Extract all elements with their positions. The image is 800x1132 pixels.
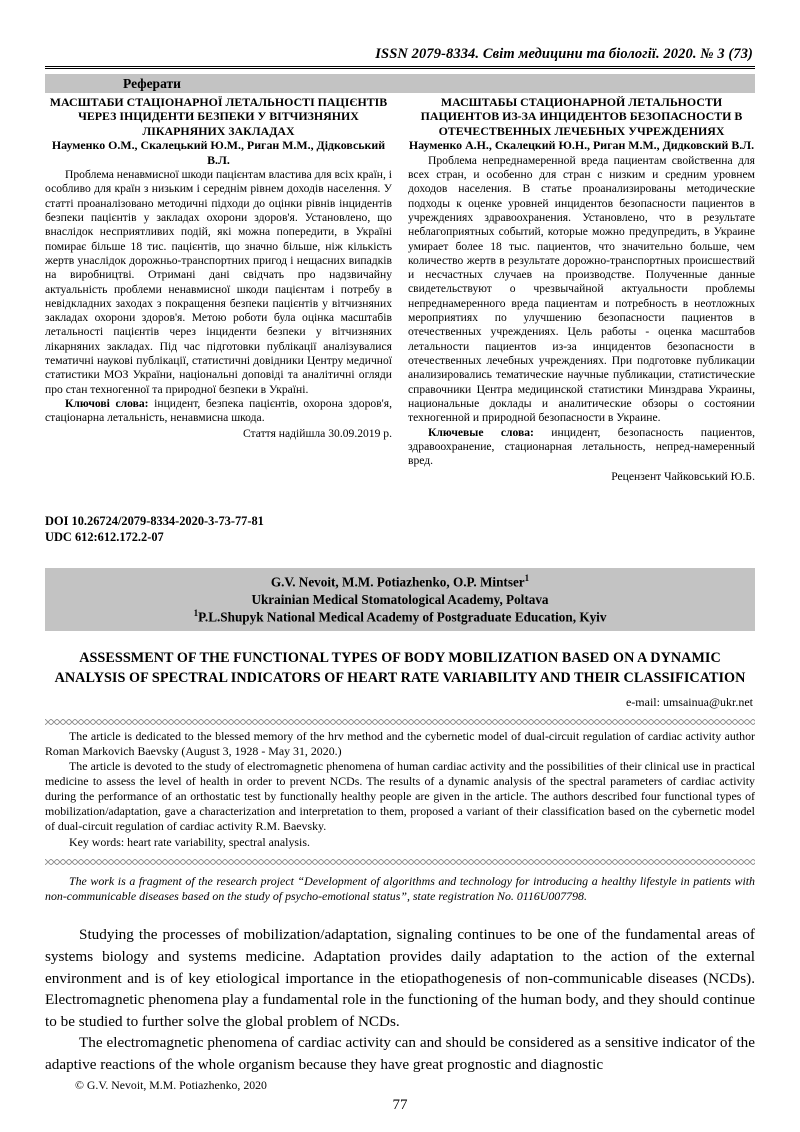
keywords-text-uk: інцидент, безпека пацієнтів, охорона здоров'я, стаціонарна летальність, ненавмисна шкода. bbox=[45, 397, 392, 425]
affiliation-marker-1: 1 bbox=[524, 572, 530, 583]
abstract-body-ru bbox=[408, 154, 755, 469]
abstract-body-uk bbox=[45, 168, 392, 426]
english-abstract bbox=[45, 729, 755, 849]
abstract-column-russian bbox=[408, 95, 755, 484]
abstract-title-uk: МАСШТАБИ СТАЦІОНАРНОЇ ЛЕТАЛЬНОСТІ ПАЦІЄНТІВ ЧЕРЕЗ ІНЦИДЕНТИ БЕЗПЕКИ У ВІТЧИЗНЯНИХ ЛІКАРНЯНИХ ЗАКЛАДАХ bbox=[49, 95, 388, 138]
wavy-divider-top bbox=[45, 719, 755, 725]
doi-line: DOI 10.26724/2079-8334-2020-3-73-77-81 bbox=[45, 513, 264, 528]
abstract-dedication: The article is dedicated to the blessed memory of the hrv method and the cybernetic model of dual-circuit regulation of cardiac activity author Roman Markovich Baevsky (August 3, 1928 - May 31, 2020.) bbox=[45, 729, 755, 759]
wavy-divider-bottom bbox=[45, 859, 755, 865]
project-funding-note bbox=[45, 874, 755, 905]
header-rule bbox=[45, 66, 755, 69]
keywords-label-ru: Ключевые слова: bbox=[428, 425, 534, 439]
abstract-footer-ru: Рецензент Чайковський Ю.Б. bbox=[611, 469, 755, 483]
body-paragraph-1: Studying the processes of mobilization/adaptation, signaling continues to be one of the fundamental areas of systems biology and systems medicine. Adaptation provides daily adaptation to the action of the external environment and is of key etiological importance in the etiopathogenesis of non-communicable diseases (NCDs). Electromagnetic phenomena play a fundamental role in the functioning of the human body, and they should continue to be studied to further solve the global problem of NCDs. bbox=[45, 926, 755, 1030]
keywords-text-ru: инцидент, безопасность пациентов, здравоохранение, стационарная летальность, непред-намеренный вред. bbox=[408, 425, 755, 468]
abstract-authors-uk: Науменко О.М., Скалецький Ю.М., Риган М.М., Дідковський В.Л. bbox=[51, 138, 386, 167]
body-paragraph-2: The electromagnetic phenomena of cardiac activity can and should be considered as a sensitive indicator of the adaptive reactions of the whole organism because they have great prognostic and diagnostic bbox=[45, 1034, 755, 1073]
abstract-title-ru: МАСШТАБЫ СТАЦИОНАРНОЙ ЛЕТАЛЬНОСТИ ПАЦИЕНТОВ ИЗ-ЗА ИНЦИДЕНТОВ БЕЗОПАСНОСТИ В ОТЕЧЕСТВЕННЫХ ЛЕЧЕБНЫХ УЧРЕЖДЕНИЯХ bbox=[420, 95, 743, 138]
abstract-section-label: Реферати bbox=[123, 75, 181, 91]
udc-line: UDC 612:612.172.2-07 bbox=[45, 529, 164, 544]
project-note-text: The work is a fragment of the research project “Development of algorithms and technology for introducing a healthy lifestyle in patients with non-communicable diseases based on the study of psycho-emotional status”, state registration No. 0116U007798. bbox=[45, 873, 755, 904]
article-affiliation-2-text: P.L.Shupyk National Medical Academy of Postgraduate Education, Kyiv bbox=[198, 609, 607, 625]
abstract-paragraph-uk: Проблема ненавмисної шкоди пацієнтам властива для всіх країн, і особливо для країн з низьким і середнім рівнем доходів населення. У статті проаналізовано методичні підходи до оцінки рівнів інцидентів безпеки пацієнтів у закладах охорони здоров'я. Установлено, що внаслідок несприятливих подій, які можна попередити, в Україні помирає більше 18 тис. пацієнтів, що значно більше, ніж кількість жертв унаслідок дорожньо-транспортних пригод і нещасних випадків на виробництві. Отримані дані свідчать про надзвичайну актуальність проблеми ненавмисної шкоди пацієнтам і потребу в невідкладних заходах з покращення безпеки пацієнтів у вітчизняних закладах охорони здоров'я. Метою роботи була оцінка масштабів летальності пацієнтів через інциденти безпеки у вітчизняних лікарняних закладах. Під час підготовки публікації аналізувалися тематичні наукові публікації, статистичні довідники Центру медичної статистики МОЗ України, національні доповіді та аналітичні огляди про стан техногенної та природної безпеки в Україні. bbox=[45, 168, 393, 396]
contact-email: e-mail: umsainua@ukr.net bbox=[625, 695, 753, 710]
abstract-footer-uk: Стаття надійшла 30.09.2019 р. bbox=[242, 426, 392, 440]
abstract-authors-ru: Науменко А.Н., Скалецкий Ю.Н., Риган М.М., Дидковский В.Л. bbox=[408, 138, 755, 153]
article-author-band bbox=[45, 568, 755, 631]
abstract-paragraph-ru: Проблема непреднамеренной вреда пациентам свойственна для всех стран, и особенно для стран с низким и средним уровнем доходов населения. В статье проанализированы методические подходы к оценке уровней инцидентов безопасности пациентов в учреждениях здравоохранения. Установлено, что в результате неблагоприятных событий, которые можно предупредить, в Украине умирает более 18 тыс. пациентов, что значительно больше, чем количество жертв в результате дорожно-транспортных происшествий и несчастных случаев на производстве. Полученные данные свидетельствуют о чрезвычайной актуальности проблемы непреднамеренного вреда пациентам и потребность в неотложных мероприятиях по улучшению безопасности пациентов в отечественных учреждениях. Цель работы - оценка масштабов летальности пациентов из-за инцидентов безопасности в отечественных лечебных учреждениях. При подготовке публикации анализировались тематические научные публикации, статистические справочники Центра медицинской статистики Минздрава Украины, национальные доклады и аналитические обзоры о состоянии техногенной и природной безопасности в Украине. bbox=[408, 153, 755, 425]
article-affiliation-2 bbox=[45, 608, 755, 626]
page-footer bbox=[45, 1078, 755, 1114]
abstract-keywords-uk bbox=[45, 397, 392, 426]
identifier-block bbox=[45, 514, 755, 546]
article-authors-names: G.V. Nevoit, M.M. Potiazhenko, O.P. Mintser bbox=[270, 573, 525, 589]
abstract-section-band bbox=[45, 74, 755, 93]
abstract-column-ukrainian bbox=[45, 95, 392, 484]
affiliation-marker-2: 1 bbox=[193, 608, 199, 619]
abstract-columns bbox=[45, 95, 755, 484]
article-affiliation-1: Ukrainian Medical Stomatological Academy, Poltava bbox=[251, 591, 549, 607]
running-head: ISSN 2079-8334. Світ медицини та біології. 2020. № 3 (73) bbox=[375, 46, 753, 62]
abstract-keywords-en: Key words: heart rate variability, spectral analysis. bbox=[69, 834, 310, 849]
keywords-label-uk: Ключові слова: bbox=[65, 397, 149, 411]
page-number: 77 bbox=[392, 1097, 408, 1113]
article-body bbox=[45, 924, 755, 1075]
abstract-keywords-ru bbox=[408, 426, 755, 469]
article-title: ASSESSMENT OF THE FUNCTIONAL TYPES OF BODY MOBILIZATION BASED ON A DYNAMIC ANALYSIS OF SPECTRAL INDICATORS OF HEART RATE VARIABILITY AND THEIR CLASSIFICATION bbox=[54, 649, 746, 686]
copyright-line: © G.V. Nevoit, M.M. Potiazhenko, 2020 bbox=[75, 1078, 267, 1092]
article-authors bbox=[45, 573, 755, 591]
abstract-body-en: The article is devoted to the study of electromagnetic phenomena of human cardiac activity and the possibilities of their clinical use in practical medicine to assess the level of health in order to prevent NCDs. The results of a dynamic analysis of the spectral parameters of cardiac activity during the performance of an orthostatic test by functionally healthy people are given in the article. The authors described four functional types of mobilization/adaptation, gave a characterization and interpretation to them, proposed a variant of their classification based on the cybernetic model of dual-circuit regulation of cardiac activity R.M. Baevsky. bbox=[45, 759, 755, 834]
